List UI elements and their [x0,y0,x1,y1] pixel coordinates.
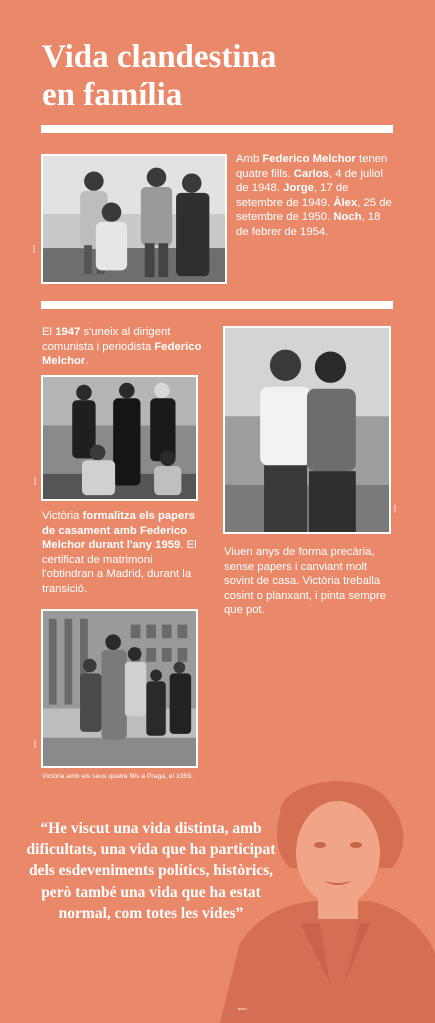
divider-top [41,125,393,133]
children-photo [41,154,227,284]
title-line-2: en família [42,77,183,113]
prague-caption: Victòria amb els seus quatre fills a Praga, el 1959. [42,773,193,780]
photo-credit: arxiu [33,477,37,485]
title-line-1: Vida clandestina [42,39,277,75]
photo-credit: arxiu [32,245,36,253]
photo-credit: arxiu [33,740,37,748]
family-paragraph: Amb Federico Melchor tenen quatre fills. Carlos, 4 de juliol de 1948. Jorge, 17 de setembre de 1949. Àlex, 25 de setembre de 1950. Noch, 18 de febrer de 1954. [236,153,392,238]
couple-photo [223,326,391,534]
life-paragraph: Viuen anys de forma precària, sense papers i canviant molt sovint de casa. Victòria treballa cosint o planxant, i pinta sempre que pot. [224,546,387,617]
photo-credit: arxiu [393,505,397,513]
victoria-quote: “He viscut una vida distinta, amb dificultats, una vida que ha participat dels esdeveniments polítics, històrics, però també una vida que ha estat normal, com totes les vides” [26,820,276,922]
marriage-paragraph: Victòria formalitza els papers de casament amb Federico Melchor durant l'any 1959. El certificat de matrimoni l'obtindran a Madrid, durant la transició. [42,510,197,595]
page-title [42,38,422,114]
portrait-credit: arxiu [238,1006,247,1011]
divider-middle [41,301,393,309]
join-paragraph: El 1947 s'uneix al dirigent comunista i periodista Federico Melchor. [42,326,202,368]
group-photo [41,375,198,501]
prague-photo [41,609,198,768]
